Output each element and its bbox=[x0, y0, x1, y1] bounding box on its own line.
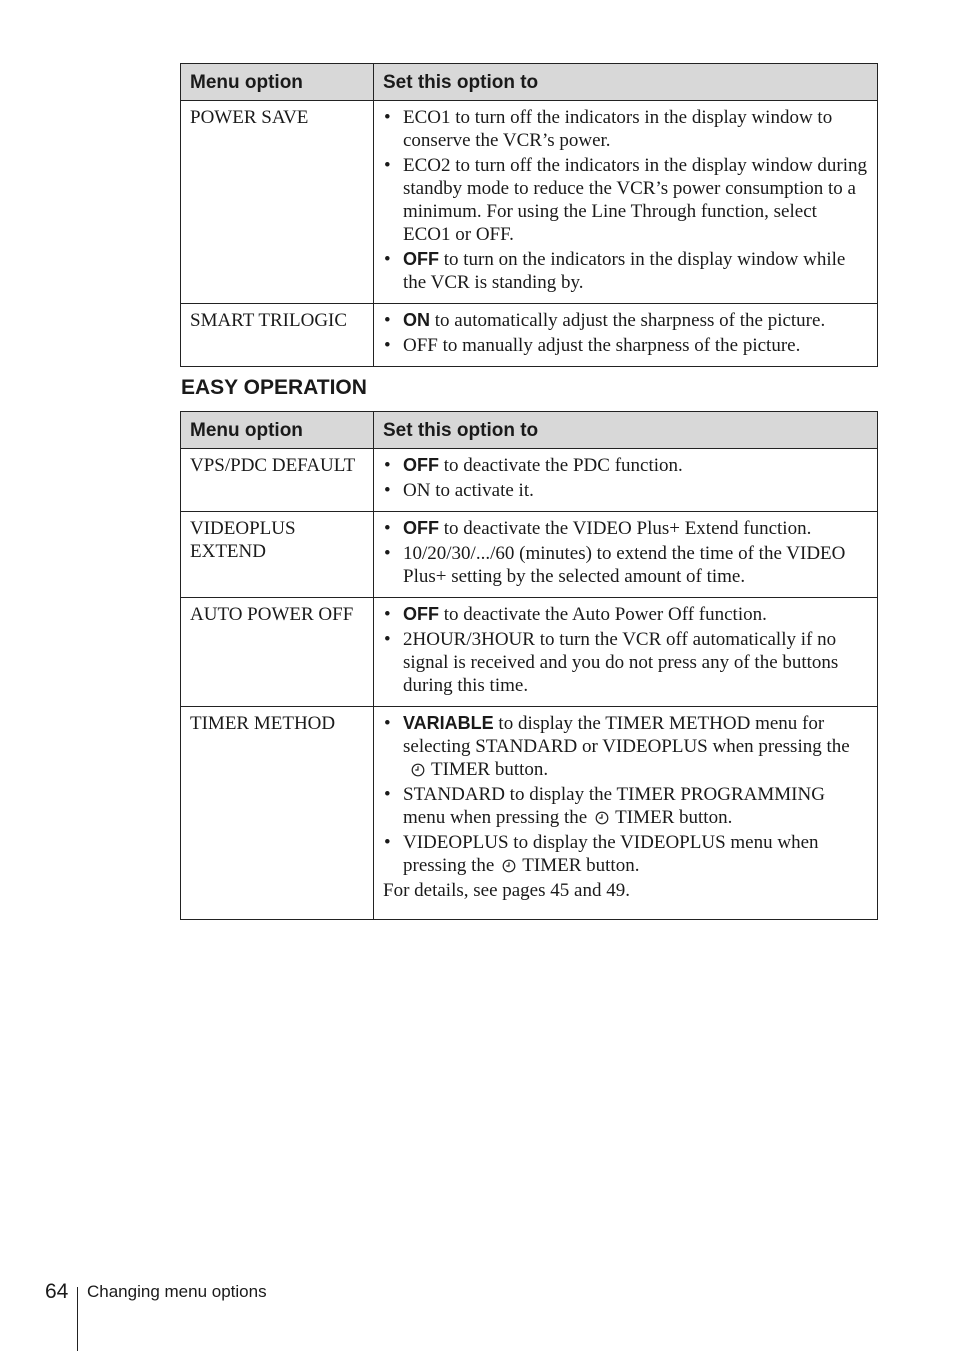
option-name: VPS/PDC DEFAULT bbox=[181, 449, 374, 512]
section-title: EASY OPERATION bbox=[181, 376, 367, 399]
bullet-icon: • bbox=[384, 107, 391, 128]
bullet-icon: • bbox=[384, 480, 391, 501]
table-header-row bbox=[181, 64, 878, 101]
list-item bbox=[383, 517, 868, 540]
list-item bbox=[383, 831, 868, 877]
item-text: ECO1 to turn off the indicators in the display window to conserve the VCR’s power. bbox=[403, 107, 833, 151]
item-text: to turn on the indicators in the display window while the VCR is standing by. bbox=[403, 249, 846, 293]
table-row bbox=[181, 449, 878, 512]
footer-divider bbox=[77, 1287, 78, 1351]
bullet-list bbox=[383, 309, 868, 357]
list-item bbox=[383, 454, 868, 477]
keyword: OFF bbox=[403, 604, 439, 624]
page-number: 64 bbox=[45, 1280, 69, 1303]
timer-clock-icon bbox=[411, 763, 425, 777]
item-text: ON to activate it. bbox=[403, 480, 534, 501]
bullet-icon: • bbox=[384, 249, 391, 270]
item-text: to deactivate the PDC function. bbox=[439, 455, 683, 476]
table-row bbox=[181, 101, 878, 304]
keyword: VARIABLE bbox=[403, 713, 494, 733]
table-row bbox=[181, 512, 878, 598]
list-item bbox=[383, 154, 868, 246]
bullet-icon: • bbox=[384, 455, 391, 476]
list-item bbox=[383, 712, 868, 781]
bullet-list bbox=[383, 603, 868, 697]
option-name: POWER SAVE bbox=[181, 101, 374, 304]
list-item bbox=[383, 106, 868, 152]
option-description bbox=[374, 449, 878, 512]
bullet-list bbox=[383, 454, 868, 502]
list-item bbox=[383, 309, 868, 332]
item-text: OFF to manually adjust the sharpness of the picture. bbox=[403, 335, 801, 356]
keyword: OFF bbox=[403, 249, 439, 269]
bullet-icon: • bbox=[384, 629, 391, 650]
bullet-list bbox=[383, 517, 868, 588]
bullet-icon: • bbox=[384, 310, 391, 331]
option-description bbox=[374, 707, 878, 920]
table-header-row bbox=[181, 412, 878, 449]
list-item bbox=[383, 479, 868, 502]
column-header-menu-option: Menu option bbox=[181, 412, 374, 449]
keyword: OFF bbox=[403, 455, 439, 475]
item-text: STANDARD to display the TIMER PROGRAMMING menu when pressing the bbox=[403, 784, 825, 828]
list-item bbox=[383, 783, 868, 829]
table-row bbox=[181, 707, 878, 920]
bullet-icon: • bbox=[384, 832, 391, 853]
column-header-menu-option: Menu option bbox=[181, 64, 374, 101]
list-item bbox=[383, 248, 868, 294]
item-text: 2HOUR/3HOUR to turn the VCR off automatically if no signal is received and you do not press any of the buttons during this time. bbox=[403, 629, 839, 696]
list-item bbox=[383, 628, 868, 697]
item-text: to display the TIMER METHOD menu for selecting STANDARD or VIDEOPLUS when pressing the bbox=[403, 713, 850, 757]
option-name: VIDEOPLUS EXTEND bbox=[181, 512, 374, 598]
bullet-icon: • bbox=[384, 784, 391, 805]
bullet-icon: • bbox=[384, 335, 391, 356]
item-text-suffix: TIMER button. bbox=[431, 759, 549, 780]
item-text: to automatically adjust the sharpness of the picture. bbox=[430, 310, 826, 331]
bullet-icon: • bbox=[384, 518, 391, 539]
item-text: VIDEOPLUS to display the VIDEOPLUS menu when pressing the bbox=[403, 832, 819, 876]
keyword: ON bbox=[403, 310, 430, 330]
list-item bbox=[383, 334, 868, 357]
list-item bbox=[383, 603, 868, 626]
bullet-icon: • bbox=[384, 604, 391, 625]
option-description bbox=[374, 512, 878, 598]
table-row bbox=[181, 304, 878, 367]
option-description bbox=[374, 101, 878, 304]
menu-options-table-2 bbox=[180, 411, 878, 920]
footer-section-title: Changing menu options bbox=[87, 1282, 267, 1301]
item-text: 10/20/30/.../60 (minutes) to extend the time of the VIDEO Plus+ setting by the selected amount of time. bbox=[403, 543, 846, 587]
option-description bbox=[374, 304, 878, 367]
option-name: TIMER METHOD bbox=[181, 707, 374, 920]
bullet-icon: • bbox=[384, 713, 391, 734]
bullet-icon: • bbox=[384, 155, 391, 176]
item-text: ECO2 to turn off the indicators in the display window during standby mode to reduce the VCR’s power consumption to a minimum. For using the Line Through function, select ECO1 or OFF. bbox=[403, 155, 868, 245]
keyword: OFF bbox=[403, 518, 439, 538]
option-name: AUTO POWER OFF bbox=[181, 598, 374, 707]
details-note: For details, see pages 45 and 49. bbox=[383, 880, 630, 901]
item-text-suffix: TIMER button. bbox=[615, 807, 733, 828]
timer-clock-icon bbox=[502, 859, 516, 873]
menu-options-table-1 bbox=[180, 63, 878, 367]
option-description bbox=[374, 598, 878, 707]
option-name: SMART TRILOGIC bbox=[181, 304, 374, 367]
bullet-list bbox=[383, 712, 868, 877]
table-row bbox=[181, 598, 878, 707]
item-text: to deactivate the VIDEO Plus+ Extend function. bbox=[439, 518, 812, 539]
column-header-set-option: Set this option to bbox=[374, 64, 878, 101]
item-text: to deactivate the Auto Power Off function. bbox=[439, 604, 767, 625]
column-header-set-option: Set this option to bbox=[374, 412, 878, 449]
bullet-icon: • bbox=[384, 543, 391, 564]
item-text-suffix: TIMER button. bbox=[522, 855, 640, 876]
timer-clock-icon bbox=[595, 811, 609, 825]
list-item bbox=[383, 542, 868, 588]
bullet-list bbox=[383, 106, 868, 294]
